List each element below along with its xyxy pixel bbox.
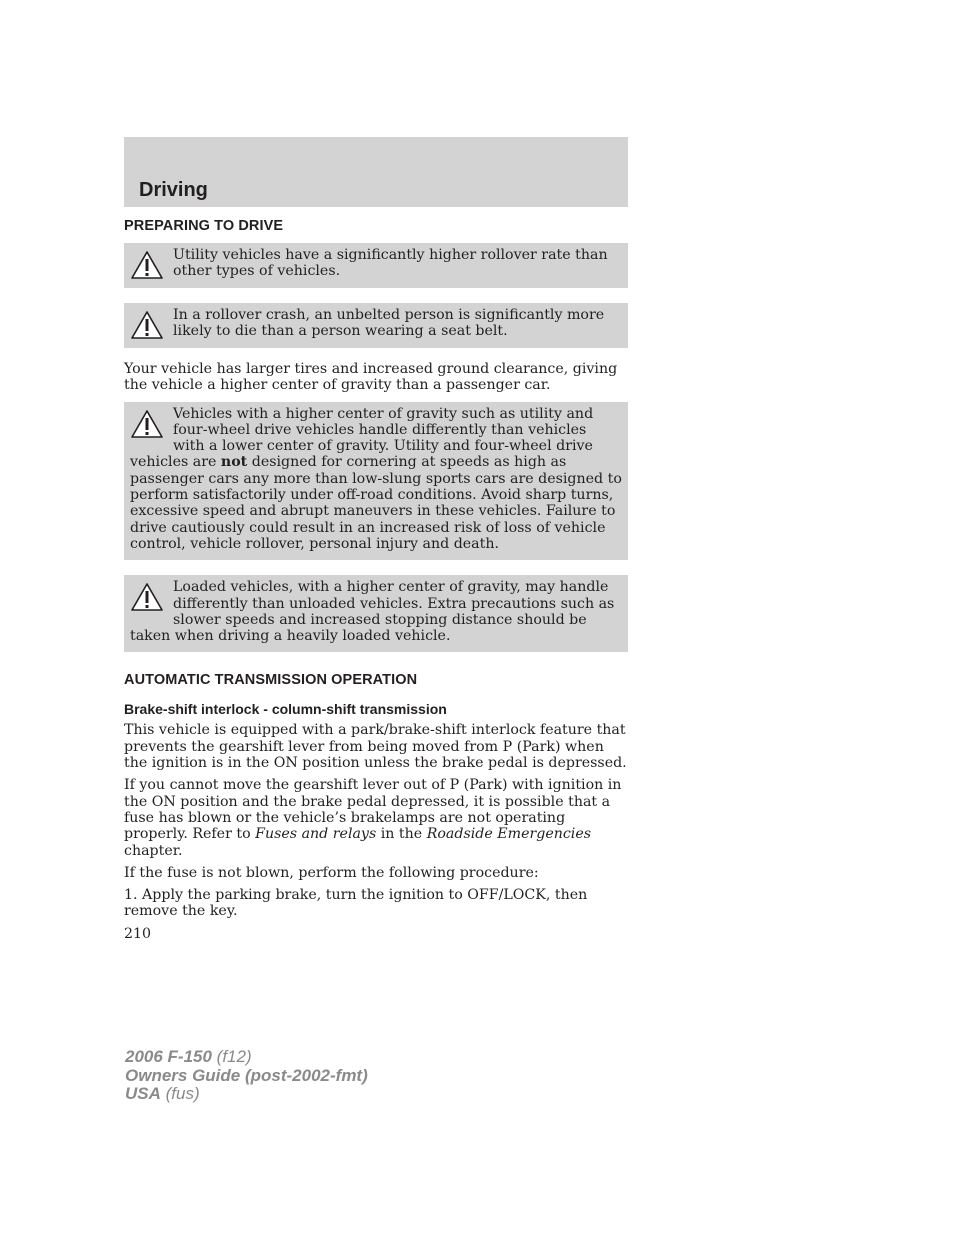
warning-text: Utility vehicles have a significantly higher rollover rate than other types of vehicles. <box>173 247 608 280</box>
warning-triangle-icon <box>130 250 164 280</box>
warning-text: designed for cornering at speeds as high as passenger cars any more than low-slung sports cars are designed to perform satisfactorily under off-road conditions. Avoid sharp turns, excessive speed and abrupt maneuvers in these vehicles. Failure to drive cautiously could result in an increased risk of loss of vehicle control, vehicle rollover, personal injury and death. <box>130 454 622 552</box>
document-footer <box>125 1048 368 1104</box>
footer-line <box>125 1085 368 1104</box>
footer-line <box>125 1048 368 1067</box>
warning-box <box>124 303 628 348</box>
procedure-step: 1. Apply the parking brake, turn the ignition to OFF/LOCK, then remove the key. <box>124 887 588 920</box>
warning-box <box>124 243 628 288</box>
subsection-heading: Brake-shift interlock - column-shift transmission <box>124 701 447 718</box>
chapter-header-bar <box>124 137 628 207</box>
warning-box <box>124 402 628 561</box>
body-text: chapter. <box>124 842 183 859</box>
chapter-title: Driving <box>139 179 208 201</box>
body-paragraph: Your vehicle has larger tires and increased ground clearance, giving the vehicle a higher center of gravity than a passenger car. <box>124 361 618 394</box>
page-number: 210 <box>124 926 152 942</box>
body-text: in the <box>376 826 427 843</box>
warning-text: In a rollover crash, an unbelted person is significantly more likely to die than a person wearing a seat belt. <box>173 307 605 340</box>
footer-market-code: (fus) <box>160 1084 200 1103</box>
footer-model: 2006 F-150 <box>125 1047 212 1066</box>
footer-guide: Owners Guide (post-2002-fmt) <box>125 1065 368 1085</box>
footer-line <box>125 1067 368 1086</box>
body-text: If you cannot move the gearshift lever out of P (Park) with ignition in the ON position and the brake pedal depressed, it is possible that a fuse has blown or the vehicle’s brakelamps are not operating properly. Refer to <box>124 777 622 843</box>
cross-reference-chapter: Roadside Emergencies <box>426 826 592 843</box>
section-heading-transmission: AUTOMATIC TRANSMISSION OPERATION <box>124 672 418 689</box>
page-content <box>124 218 628 920</box>
body-paragraph: If the fuse is not blown, perform the following procedure: <box>124 864 539 881</box>
warning-emphasis: not <box>220 454 248 471</box>
section-heading-preparing: PREPARING TO DRIVE <box>124 218 284 234</box>
body-paragraph <box>124 777 628 858</box>
warning-triangle-icon <box>130 582 164 612</box>
warning-text: Loaded vehicles, with a higher center of gravity, may handle differently than unloaded vehicles. Extra precautions such as slower speeds and increased stopping distance should be taken when driving a heavily loaded vehicle. <box>130 579 615 645</box>
body-paragraph: This vehicle is equipped with a park/brake-shift interlock feature that prevents the gearshift lever from being moved from P (Park) when the ignition is in the ON position unless the brake pedal is depressed. <box>124 722 627 772</box>
warning-text: Vehicles with a higher center of gravity such as utility and four-wheel drive vehicles handle differently than vehicles with a lower center of gravity. Utility and four-wheel drive vehicles are <box>130 405 594 471</box>
warning-box <box>124 575 628 652</box>
cross-reference-fuses: Fuses and relays <box>255 826 377 843</box>
warning-triangle-icon <box>130 310 164 340</box>
warning-triangle-icon <box>130 409 164 439</box>
footer-market: USA <box>125 1084 161 1103</box>
footer-code: (f12) <box>211 1047 252 1066</box>
